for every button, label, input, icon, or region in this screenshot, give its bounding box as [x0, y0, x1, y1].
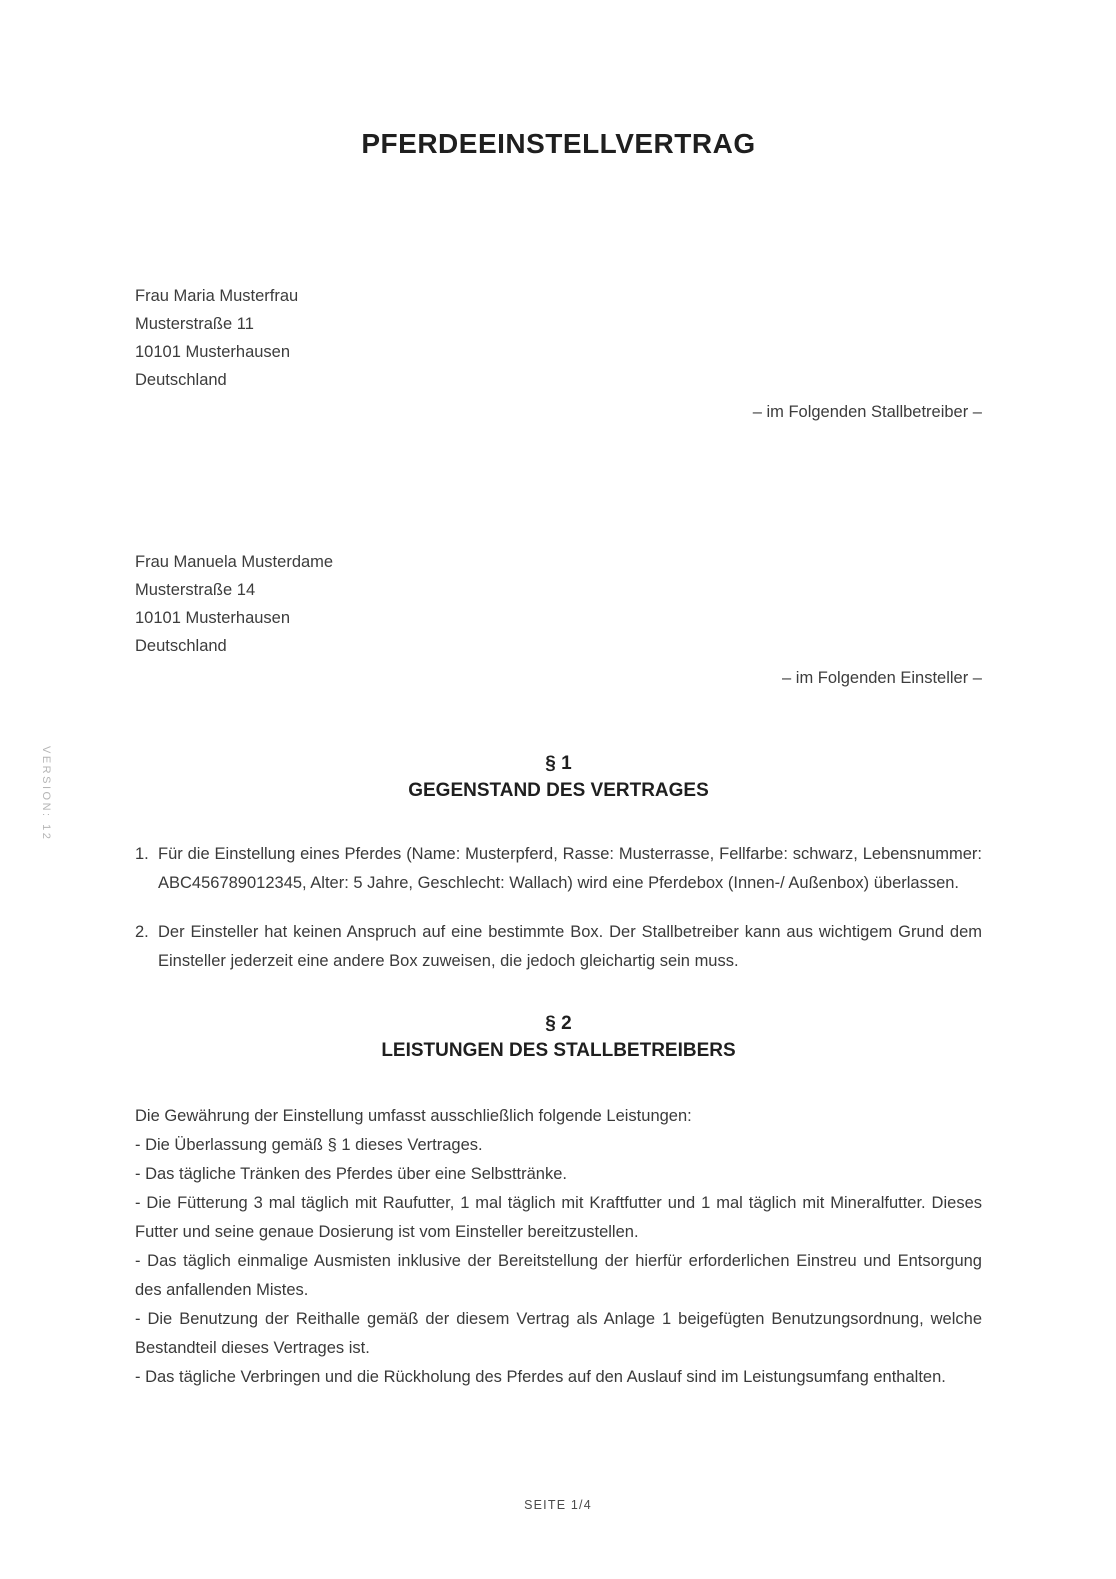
section-1-title: GEGENSTAND DES VERTRAGES — [408, 780, 709, 801]
designation-stallbetreiber: – im Folgenden Stallbetreiber – — [752, 403, 982, 421]
section-1-number: § 1 — [545, 753, 572, 774]
party-name: Frau Manuela Musterdame — [135, 553, 334, 571]
page-title: PFERDEEINSTELLVERTRAG — [361, 128, 756, 159]
version-label: VERSION: 12 — [40, 746, 52, 842]
item-text: Für die Einstellung eines Pferdes (Name: Musterpferd, Rasse: Musterrasse, Fellfarbe: schwarz, Lebensnummer: ABC456789012345, Alter: 5 Jahre, Geschlecht: Wallach) wird eine Pferdebox (Innen-/ Außenbox) überlassen. — [158, 845, 982, 892]
section-2-number: § 2 — [545, 1013, 572, 1034]
section-2-paragraph: Die Gewährung der Einstellung umfasst ausschließlich folgende Leistungen: — [135, 1107, 692, 1125]
party-street: Musterstraße 11 — [135, 315, 254, 333]
section-1-item-1 — [135, 840, 982, 898]
page-number: SEITE 1/4 — [524, 1498, 592, 1512]
section-2-paragraph: - Das täglich einmalige Ausmisten inklusive der Bereitstellung der hierfür erforderlichen Einstreu und Entsorgung des anfallenden Mistes. — [135, 1252, 982, 1299]
party-city: 10101 Musterhausen — [135, 609, 291, 627]
item-number: 1. — [135, 845, 149, 863]
party-block-einsteller — [135, 548, 982, 660]
section-2-body — [135, 1102, 982, 1392]
section-2-heading — [135, 1010, 982, 1064]
party-block-stallbetreiber — [135, 282, 982, 394]
section-2-paragraph: - Die Überlassung gemäß § 1 dieses Vertrages. — [135, 1136, 483, 1154]
section-2-paragraph: - Das tägliche Verbringen und die Rückholung des Pferdes auf den Auslauf sind im Leistungsumfang enthalten. — [135, 1368, 946, 1386]
party-country: Deutschland — [135, 371, 227, 389]
section-1-item-2 — [135, 918, 982, 976]
section-2-paragraph: - Die Benutzung der Reithalle gemäß der diesem Vertrag als Anlage 1 beigefügten Benutzungsordnung, welche Bestandteil dieses Vertrages ist. — [135, 1310, 982, 1357]
party-street: Musterstraße 14 — [135, 581, 256, 599]
item-number: 2. — [135, 923, 149, 941]
section-2-title: LEISTUNGEN DES STALLBETREIBERS — [381, 1040, 736, 1061]
section-1-heading — [135, 750, 982, 804]
party-name: Frau Maria Musterfrau — [135, 287, 299, 305]
party-city: 10101 Musterhausen — [135, 343, 291, 361]
section-2-paragraph: - Das tägliche Tränken des Pferdes über eine Selbsttränke. — [135, 1165, 567, 1183]
item-text: Der Einsteller hat keinen Anspruch auf eine bestimmte Box. Der Stallbetreiber kann aus wichtigem Grund dem Einsteller jederzeit eine andere Box zuweisen, die jedoch gleichartig sein muss. — [158, 923, 982, 970]
designation-einsteller: – im Folgenden Einsteller – — [782, 669, 982, 687]
section-2-paragraph: - Die Fütterung 3 mal täglich mit Raufutter, 1 mal täglich mit Kraftfutter und 1 mal täglich mit Mineralfutter. Dieses Futter und seine genaue Dosierung ist vom Einsteller bereitzustellen. — [135, 1194, 982, 1241]
party-country: Deutschland — [135, 637, 227, 655]
